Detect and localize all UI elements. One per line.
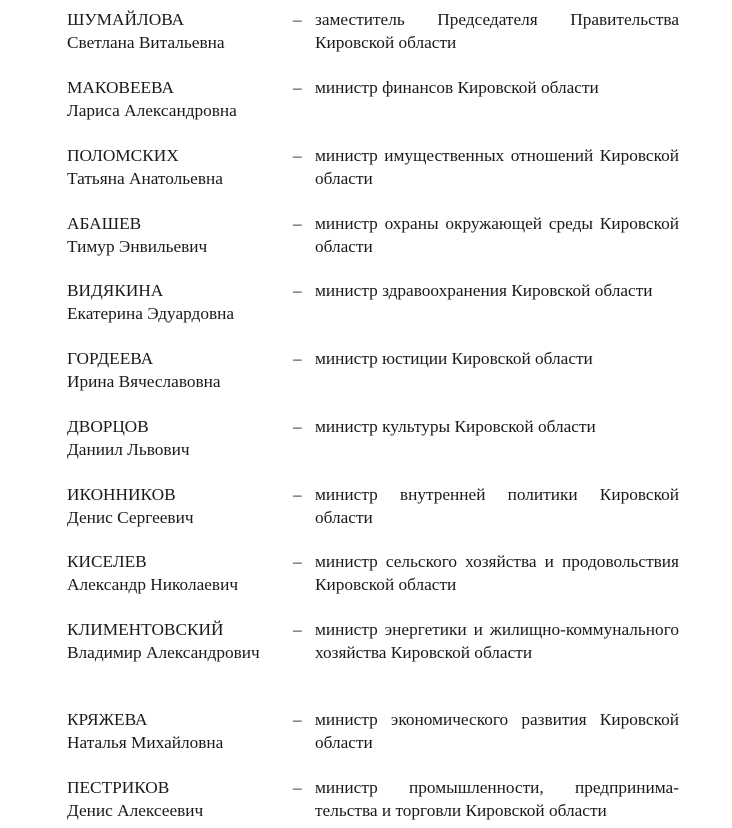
surname: ДВОРЦОВ — [67, 417, 149, 436]
dash-separator: – — [293, 78, 302, 97]
given-name: Даниил Львович — [67, 440, 190, 459]
dash-separator: – — [293, 710, 302, 729]
person-name — [67, 483, 292, 529]
dash-separator: – — [293, 146, 302, 165]
surname: ПОЛОМСКИХ — [67, 146, 179, 165]
given-name: Александр Николаевич — [67, 575, 239, 594]
person-name — [67, 144, 292, 190]
surname: ИКОННИКОВ — [67, 485, 176, 504]
dash-separator: – — [293, 620, 302, 639]
person-name — [67, 347, 292, 393]
person-name — [67, 76, 292, 122]
given-name: Лариса Александровна — [67, 101, 237, 120]
person-name — [67, 776, 292, 822]
dash-separator: – — [293, 778, 302, 797]
position-title: министр имущественных отношений Кировской области — [315, 146, 679, 188]
surname: МАКОВЕЕВА — [67, 78, 174, 97]
position-title: министр промышленности, предпринимательства и торговли Кировской области — [315, 778, 679, 820]
surname: КРЯЖЕВА — [67, 710, 148, 729]
dash-separator: – — [293, 281, 302, 300]
position-title: министр сельского хозяйства и продовольствия Кировской области — [315, 552, 679, 594]
position-title: министр охраны окружающей среды Кировской области — [315, 214, 679, 256]
surname: КЛИМЕНТОВСКИЙ — [67, 620, 224, 639]
dash-separator: – — [293, 552, 302, 571]
person-name — [67, 8, 292, 54]
surname: АБАШЕВ — [67, 214, 142, 233]
given-name: Денис Сергеевич — [67, 508, 194, 527]
person-name — [67, 279, 292, 325]
given-name: Ирина Вячеславовна — [67, 372, 221, 391]
surname: ПЕСТРИКОВ — [67, 778, 170, 797]
position-title: министр финансов Кировской области — [315, 78, 599, 97]
given-name: Тимур Энвильевич — [67, 237, 208, 256]
person-name — [67, 550, 292, 596]
dash-separator: – — [293, 485, 302, 504]
surname: ШУМАЙЛОВА — [67, 10, 185, 29]
position-title: министр здравоохранения Кировской области — [315, 281, 653, 300]
person-name — [67, 415, 292, 461]
dash-separator: – — [293, 349, 302, 368]
position-title: министр культуры Кировской области — [315, 417, 596, 436]
person-name — [67, 708, 292, 754]
position-title: министр внутренней политики Кировской области — [315, 485, 679, 527]
person-name — [67, 212, 292, 258]
position-title: заместитель Председателя Правительства Кировской области — [315, 10, 679, 52]
given-name: Владимир Александрович — [67, 643, 260, 662]
surname: ВИДЯКИНА — [67, 281, 164, 300]
given-name: Светлана Витальевна — [67, 33, 225, 52]
given-name: Екатерина Эдуардовна — [67, 304, 235, 323]
position-title: министр экономического развития Кировской области — [315, 710, 679, 752]
given-name: Денис Алексеевич — [67, 801, 204, 820]
dash-separator: – — [293, 417, 302, 436]
given-name: Наталья Михайловна — [67, 733, 224, 752]
dash-separator: – — [293, 214, 302, 233]
position-title: министр юстиции Кировской области — [315, 349, 593, 368]
surname: ГОРДЕЕВА — [67, 349, 154, 368]
dash-separator: – — [293, 10, 302, 29]
surname: КИСЕЛЕВ — [67, 552, 147, 571]
person-name — [67, 618, 292, 664]
given-name: Татьяна Анатольевна — [67, 169, 223, 188]
position-title: министр энергетики и жилищно-коммунального хозяйства Кировской области — [315, 620, 679, 662]
